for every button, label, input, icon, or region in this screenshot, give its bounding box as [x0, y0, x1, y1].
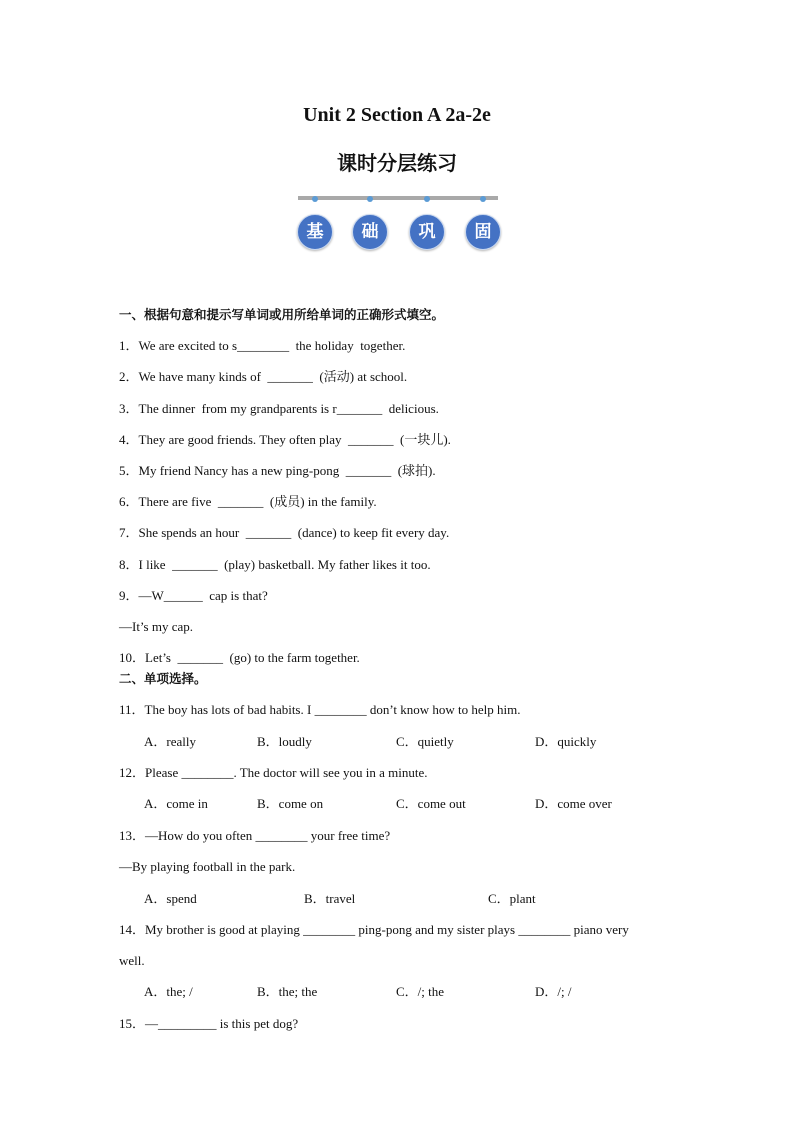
question-2: 2．We have many kinds of _______ (活动) at school. — [119, 369, 408, 385]
badge-dot — [312, 196, 318, 202]
option-d: D．quickly — [535, 734, 597, 750]
question-15: 15．—_________ is this pet dog? — [119, 1015, 299, 1031]
option-c: C．/; the — [396, 984, 445, 1000]
section-banner — [296, 192, 506, 256]
badge-dot — [424, 196, 430, 202]
question-11: 11．The boy has lots of bad habits. I ________ don’t know how to help him. — [119, 702, 521, 718]
question-6: 6．There are five _______ (成员) in the family. — [119, 494, 377, 510]
badge-gu: 固 — [465, 214, 501, 250]
option-b: B．loudly — [257, 734, 312, 750]
option-b: B．the; the — [257, 984, 318, 1000]
option-b: B．come on — [257, 796, 324, 812]
question-14-cont: well. — [119, 953, 145, 969]
question-13-options — [119, 889, 699, 920]
badge-dot — [367, 196, 373, 202]
question-5: 5．My friend Nancy has a new ping-pong _______ (球拍). — [119, 462, 436, 478]
question-3: 3．The dinner from my grandparents is r_______ delicious. — [119, 400, 439, 416]
question-9-answer: —It’s my cap. — [119, 618, 194, 634]
section-heading: 一、根据句意和提示写单词或用所给单词的正确形式填空。 — [119, 307, 445, 322]
option-d: D．come over — [535, 796, 612, 812]
option-a: A．really — [144, 734, 196, 750]
badge-item — [351, 192, 391, 252]
option-b: B．travel — [304, 890, 356, 906]
option-a: A．come in — [144, 796, 208, 812]
badge-item — [464, 192, 504, 252]
option-c: C．plant — [488, 890, 536, 906]
question-12-options — [119, 794, 699, 825]
option-c: C．come out — [396, 796, 466, 812]
badge-gong: 巩 — [409, 214, 445, 250]
badge-dot — [480, 196, 486, 202]
option-d: D．/; / — [535, 984, 572, 1000]
question-8: 8．I like _______ (play) basketball. My father likes it too. — [119, 556, 431, 572]
question-12: 12．Please ________. The doctor will see you in a minute. — [119, 765, 428, 781]
option-a: A．spend — [144, 890, 197, 906]
page-title: Unit 2 Section A 2a-2e — [303, 104, 491, 126]
badge-chu: 础 — [352, 214, 388, 250]
question-13-answer: —By playing football in the park. — [119, 858, 296, 874]
question-10: 10．Let’s _______ (go) to the farm together. — [119, 650, 360, 666]
question-14: 14．My brother is good at playing ________ ping-pong and my sister plays ________ piano very — [119, 922, 629, 937]
question-13: 13．—How do you often ________ your free time? — [119, 827, 391, 843]
option-a: A．the; / — [144, 984, 193, 1000]
badge-ji: 基 — [297, 214, 333, 250]
question-11-options — [119, 732, 699, 763]
badge-item — [408, 192, 448, 252]
option-c: C．quietly — [396, 734, 454, 750]
page-subtitle: 课时分层练习 — [337, 151, 457, 175]
badge-item — [296, 192, 336, 252]
section-heading: 二、单项选择。 — [119, 671, 207, 687]
question-7: 7．She spends an hour _______ (dance) to keep fit every day. — [119, 525, 450, 541]
question-1: 1．We are excited to s________ the holiday together. — [119, 338, 406, 354]
question-4: 4．They are good friends. They often play _______ (一块儿). — [119, 431, 451, 447]
worksheet-content — [119, 305, 699, 1045]
question-9: 9．—W______ cap is that? — [119, 587, 268, 603]
question-14-options — [119, 982, 699, 1013]
